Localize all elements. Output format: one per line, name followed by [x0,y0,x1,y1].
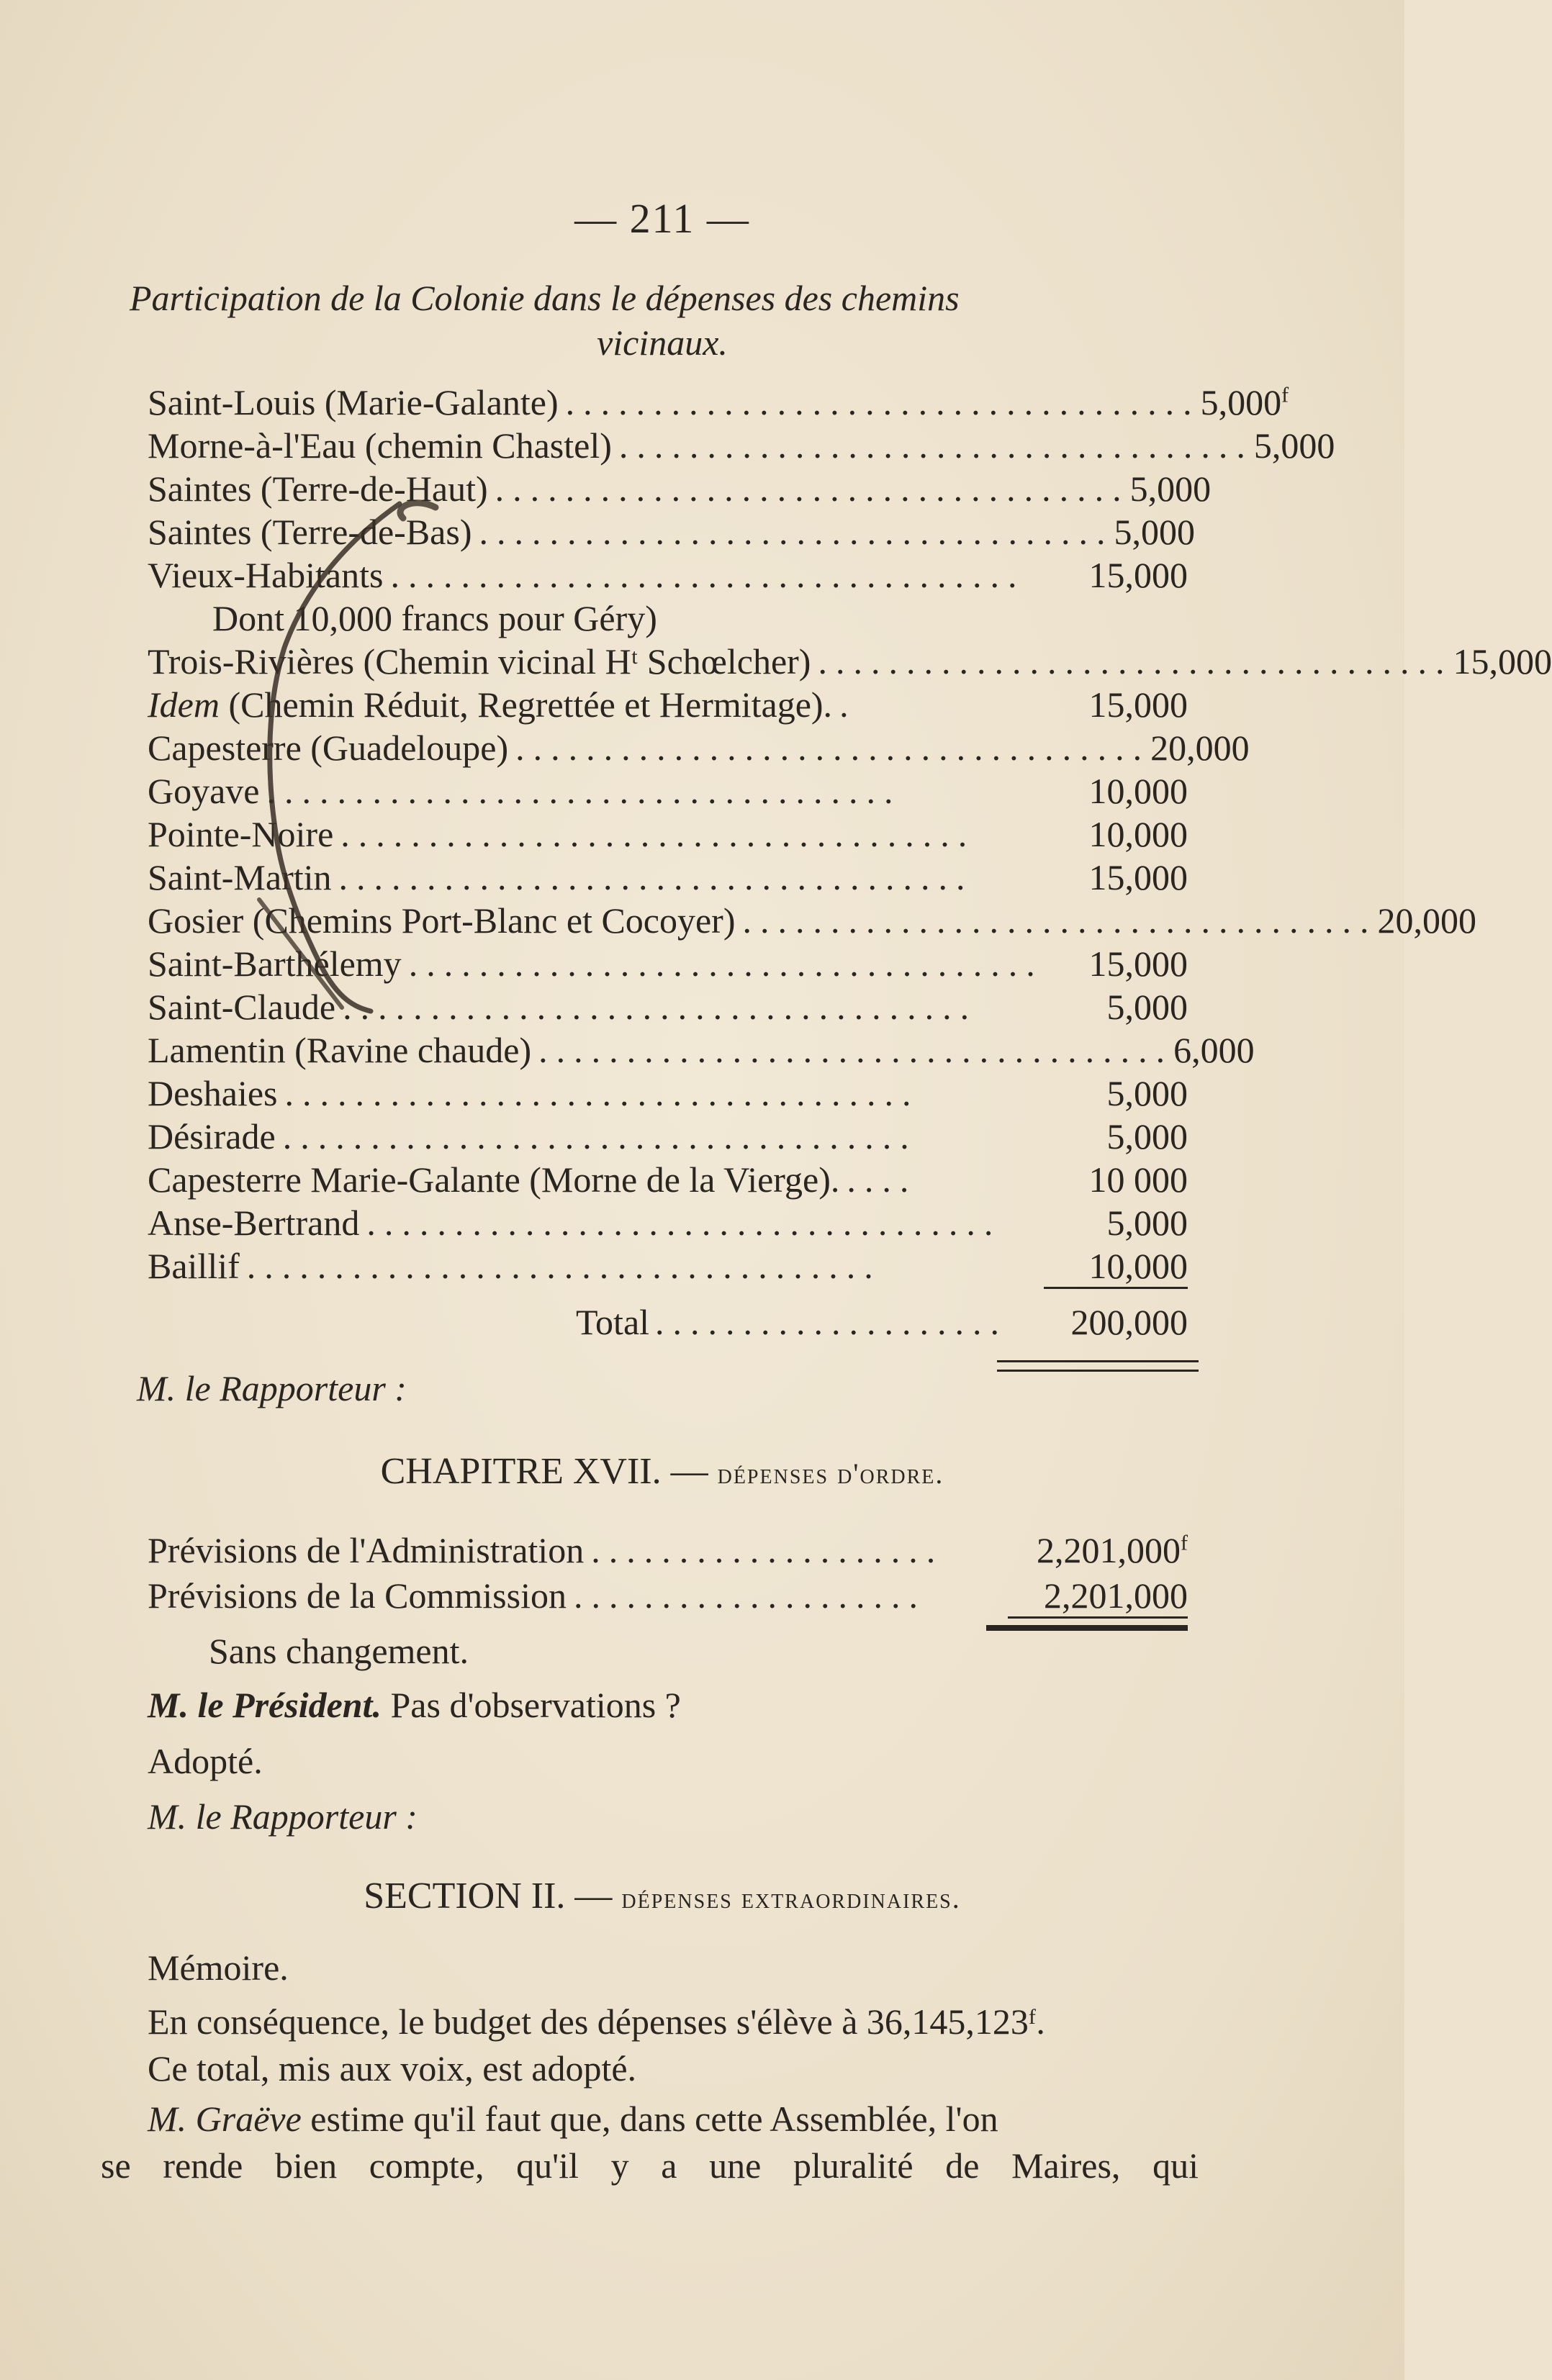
total-label: Total [576,1302,650,1342]
section-heading-line2: vicinaux. [597,322,728,363]
list-item: Saint-Claude .................................... 5,000 [148,987,1188,1027]
section-heading-line1: Participation de la Colonie dans le dépenses des chemins [130,278,960,318]
list-item: Deshaies .................................... 5,000 [148,1073,1188,1113]
list-item: Désirade .................................... 5,000 [148,1116,1188,1157]
rapporteur-line: M. le Rapporteur : [148,1796,418,1837]
paragraph: Sans changement. [209,1631,469,1671]
paragraph: M. Graëve estime qu'il faut que, dans cette Assemblée, l'on [148,2099,998,2139]
list-item-note: Dont 10,000 francs pour Géry) [212,598,657,638]
list-item: Prévisions de la Commission .................... 2,201,000 [148,1575,1188,1620]
list-item: Saint-Martin .................................... 15,000 [148,857,1188,897]
list-item: Saint-Barthélemy .................................... 15,000 [148,944,1188,984]
list-item: Lamentin (Ravine chaude) .................................... 6,000 [148,1030,1255,1070]
paragraph: se rende bien compte, qu'il y a une pluralité de Maires, qui [101,2145,1199,2186]
list-item: Capesterre Marie-Galante (Morne de la Vierge). .... 10 000 [148,1159,1188,1200]
list-item: Prévisions de l'Administration .................... 2,201,000$^f$ [148,1530,1188,1570]
list-item: Pointe-Noire .................................... 10,000 [148,814,1188,854]
previsions-list [148,1529,1188,1620]
total-row: Total .................... 200,000 [576,1302,1188,1342]
total-amount: 200,000 [1070,1302,1188,1342]
list-item: Trois-Rivières (Chemin vicinal Hᵗ Schœlcher) .................................... 15,000 [148,641,1552,682]
list-item: Idem (Chemin Réduit, Regrettée et Hermitage). . 15,000 [148,684,1188,725]
double-rule [997,1360,1199,1372]
list-item: Vieux-Habitants .................................... 15,000 [148,555,1188,595]
paragraph: Adopté. [148,1741,263,1781]
chapter-heading: CHAPITRE XVII. — dépenses d'ordre. [380,1451,944,1492]
paragraph: En conséquence, le budget des dépenses s'élève à 36,145,123ᶠ. [148,2001,1045,2042]
list-item: Morne-à-l'Eau (chemin Chastel) .................................... 5,000 [148,425,1335,466]
list-item: Saint-Louis (Marie-Galante) .................................... 5,000$^f$ [148,382,1289,422]
list-item: Anse-Bertrand .................................... 5,000 [148,1203,1188,1243]
page-number: — 211 — [574,195,750,242]
paragraph: Ce total, mis aux voix, est adopté. [148,2048,637,2089]
list-item: Baillif .................................... 10,000 [148,1245,1188,1288]
paragraph: M. le Président. Pas d'observations ? [148,1685,681,1725]
list-item: Gosier (Chemins Port-Blanc et Cocoyer) .................................... 20,000 [148,900,1476,941]
section-heading: SECTION II. — dépenses extraordinaires. [364,1876,961,1917]
thick-rule [986,1625,1188,1631]
list-item: Saintes (Terre-de-Bas) .................................... 5,000 [148,512,1195,552]
list-item: Capesterre (Guadeloupe) .................................... 20,000 [148,728,1250,768]
list-item: Goyave .................................... 10,000 [148,771,1188,811]
paragraph: Mémoire. [148,1947,289,1988]
list-item: Saintes (Terre-de-Haut) .................................... 5,000 [148,469,1212,509]
vicinal-expenses-list [148,381,1552,1288]
rapporteur-line: M. le Rapporteur : [137,1368,407,1408]
